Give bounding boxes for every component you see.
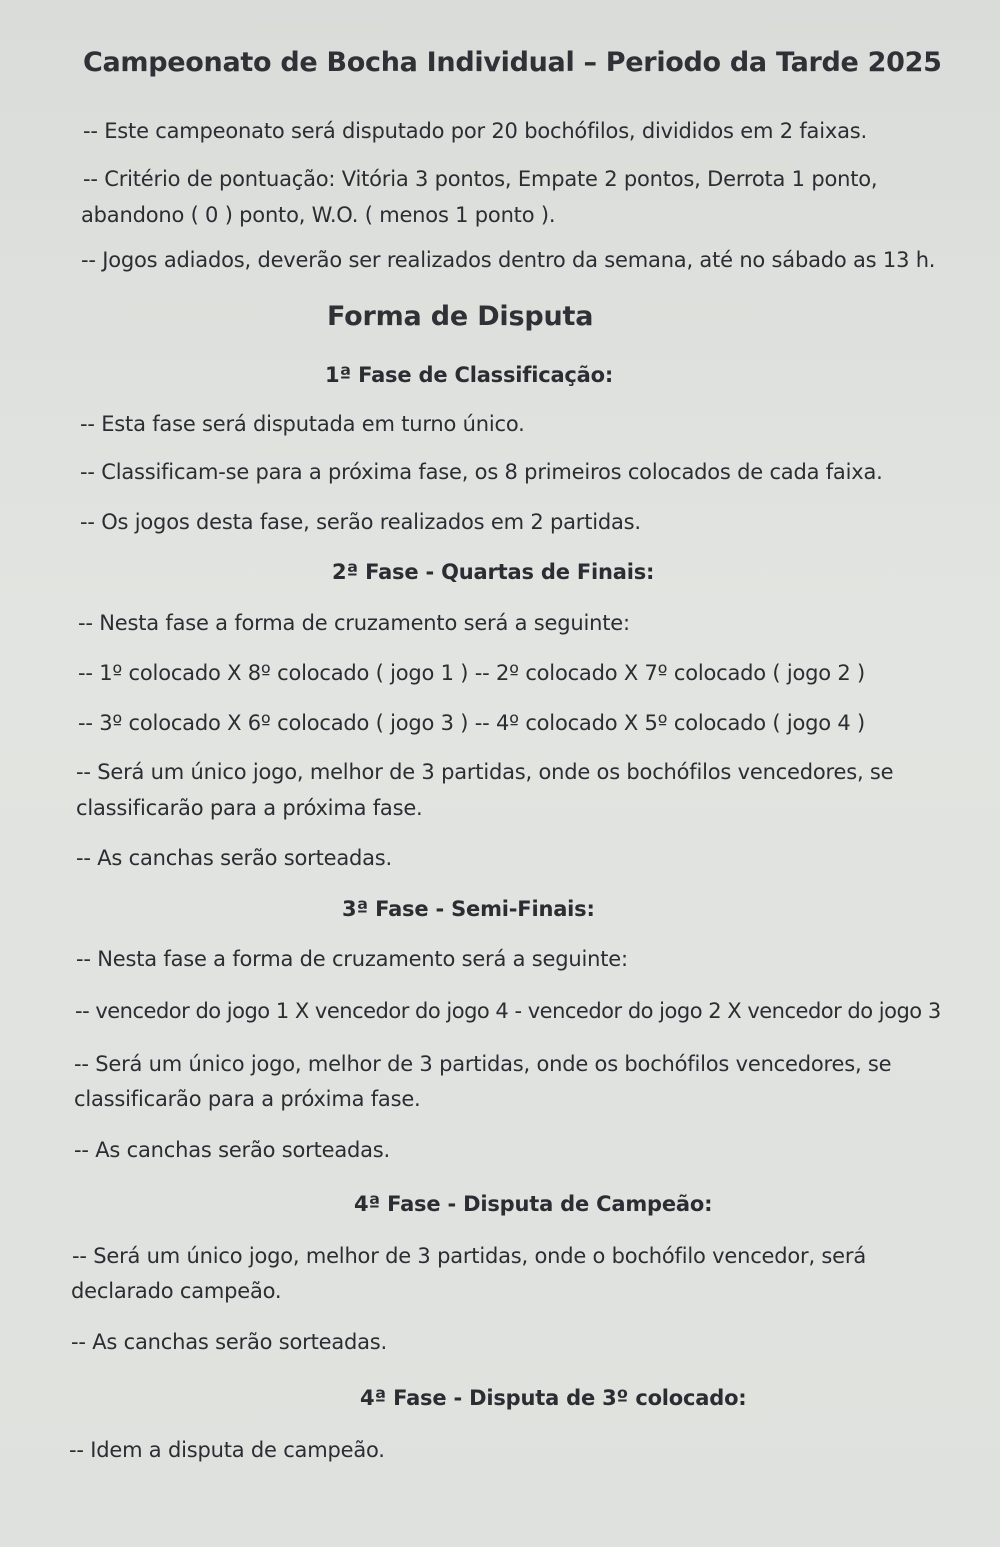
phase4-champion-line: -- As canchas serão sorteadas. — [71, 1330, 388, 1354]
section-title: Forma de Disputa — [327, 301, 594, 332]
phase2-line: classificarão para a próxima fase. — [76, 796, 423, 820]
phase3-pairing-line: -- vencedor do jogo 1 X vencedor do jogo 4 - vencedor do jogo 2 X vencedor do jogo 3 — [75, 999, 941, 1023]
phase2-line: -- Será um único jogo, melhor de 3 partidas, onde os bochófilos vencedores, se — [76, 760, 894, 784]
document-title: Campeonato de Bocha Individual – Periodo da Tarde 2025 — [83, 47, 942, 78]
phase2-pairing-line: -- 3º colocado X 6º colocado ( jogo 3 ) -- 4º colocado X 5º colocado ( jogo 4 ) — [78, 711, 866, 735]
phase4-third-heading: 4ª Fase - Disputa de 3º colocado: — [360, 1386, 747, 1410]
phase2-pairing-line: -- 1º colocado X 8º colocado ( jogo 1 ) -- 2º colocado X 7º colocado ( jogo 2 ) — [78, 661, 866, 685]
phase4-champion-heading: 4ª Fase - Disputa de Campeão: — [354, 1192, 713, 1216]
phase4-champion-line: -- Será um único jogo, melhor de 3 partidas, onde o bochófilo vencedor, será — [72, 1244, 866, 1268]
intro-line-scoring-cont: abandono ( 0 ) ponto, W.O. ( menos 1 ponto ). — [81, 203, 556, 227]
phase2-line: -- Nesta fase a forma de cruzamento será a seguinte: — [78, 611, 630, 635]
phase4-champion-line: declarado campeão. — [71, 1279, 282, 1303]
phase3-line: -- As canchas serão sorteadas. — [74, 1138, 391, 1162]
phase1-line: -- Esta fase será disputada em turno único. — [80, 412, 525, 436]
phase1-line: -- Os jogos desta fase, serão realizados em 2 partidas. — [80, 510, 641, 534]
phase3-line: classificarão para a próxima fase. — [74, 1087, 421, 1111]
phase3-line: -- Nesta fase a forma de cruzamento será a seguinte: — [76, 947, 628, 971]
phase1-heading: 1ª Fase de Classificação: — [325, 363, 614, 387]
phase4-third-line: -- Idem a disputa de campeão. — [69, 1438, 385, 1462]
intro-line-postponed: -- Jogos adiados, deverão ser realizados dentro da semana, até no sábado as 13 h. — [81, 248, 936, 272]
phase2-line: -- As canchas serão sorteadas. — [76, 846, 393, 870]
phase3-line: -- Será um único jogo, melhor de 3 partidas, onde os bochófilos vencedores, se — [74, 1052, 892, 1076]
phase1-line: -- Classificam-se para a próxima fase, os 8 primeiros colocados de cada faixa. — [80, 460, 883, 484]
intro-line-participants: -- Este campeonato será disputado por 20 bochófilos, divididos em 2 faixas. — [83, 119, 867, 143]
phase2-heading: 2ª Fase - Quartas de Finais: — [332, 560, 655, 584]
intro-line-scoring: -- Critério de pontuação: Vitória 3 pontos, Empate 2 pontos, Derrota 1 ponto, — [83, 167, 878, 191]
phase3-heading: 3ª Fase - Semi-Finais: — [342, 897, 595, 921]
